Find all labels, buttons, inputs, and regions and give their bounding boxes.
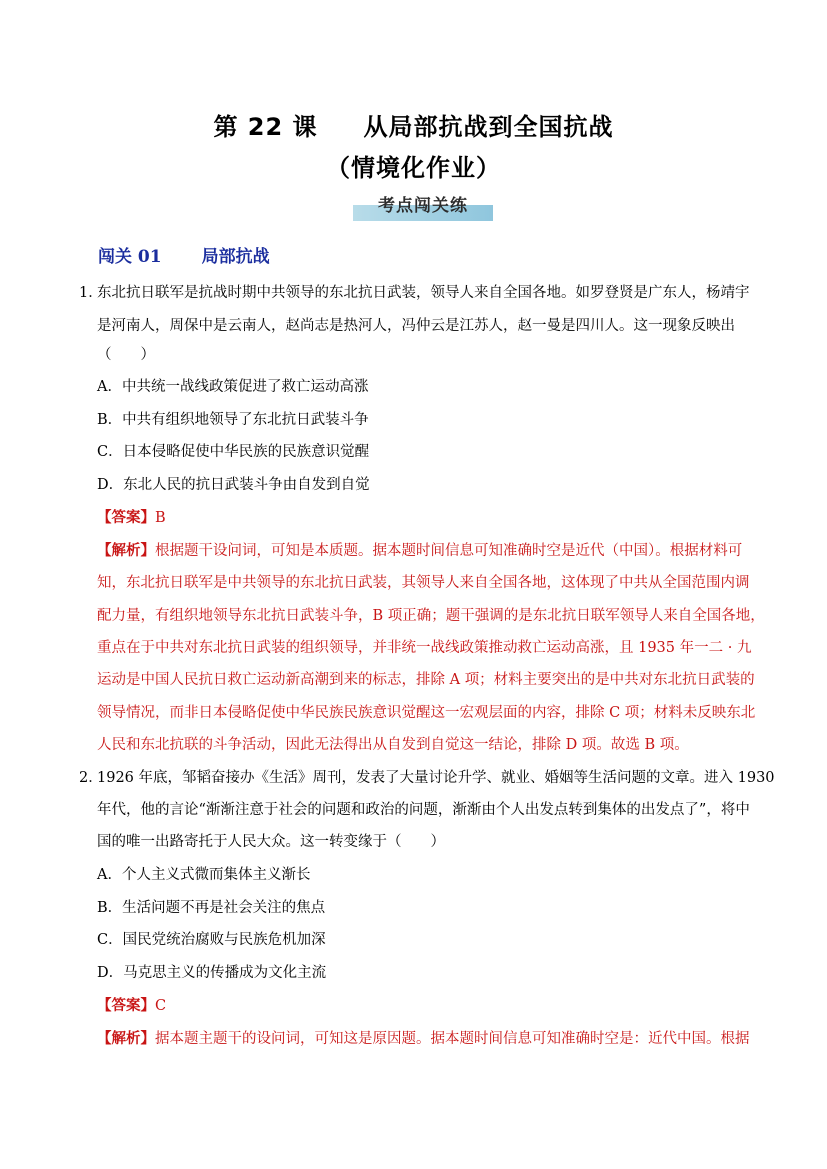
analysis-line: 【解析】据本题主题干的设问词，可知这是原因题。据本题时间信息可知准确时空是：近代中国。根据 <box>97 1030 750 1047</box>
option-a: A．中共统一战线政策促进了救亡运动高涨 <box>97 379 369 395</box>
answer-line <box>97 508 166 528</box>
question-stem: 1926 年底，邹韬奋接办《生活》周刊，发表了大量讨论升学、就业、婚姻等生活问题的文章。进入 1930 <box>97 770 775 786</box>
answer-tag: 【答案】 <box>97 997 155 1014</box>
option-c: C．日本侵略促使中华民族的民族意识觉醒 <box>97 444 370 460</box>
answer-blank: （ ） <box>97 347 155 363</box>
badge-label: 考点闯关练 <box>378 196 468 216</box>
answer-line <box>97 996 166 1016</box>
question-stem: 年代，他的言论“渐渐注意于社会的问题和政治的问题，渐渐由个人出发点转到集体的出发点了”，将中 <box>97 802 750 818</box>
section-name: 局部抗战 <box>201 247 270 267</box>
analysis-tag: 【解析】 <box>97 1030 155 1047</box>
question-stem: 东北抗日联军是抗战时期中共领导的东北抗日武装，领导人来自全国各地。如罗登贤是广东人，杨靖宇 <box>97 285 750 301</box>
question-number: 2． <box>79 770 103 786</box>
lesson-title <box>0 107 827 142</box>
lesson-name: 从局部抗战到全国抗战 <box>363 113 614 141</box>
question-stem: 国的唯一出路寄托于人民大众。这一转变缘于（ ） <box>97 834 445 850</box>
analysis-line: 重点在于中共对东北抗日武装的组织领导，并非统一战线政策推动救亡运动高涨，且 1935 年一二 · 九 <box>97 640 752 656</box>
analysis-line: 运动是中国人民抗日救亡运动新高潮到来的标志，排除 A 项；材料主要突出的是中共对东北抗日武装的 <box>97 672 755 688</box>
answer-value: B <box>155 510 166 526</box>
analysis-tag: 【解析】 <box>97 542 155 559</box>
analysis-line: 人民和东北抗联的斗争活动，因此无法得出从自发到自觉这一结论，排除 D 项。故选 B 项。 <box>97 737 689 753</box>
option-a: A．个人主义式微而集体主义渐长 <box>97 867 311 883</box>
lesson-subtitle: （情境化作业） <box>326 154 501 182</box>
option-c: C．国民党统治腐败与民族危机加深 <box>97 932 326 948</box>
analysis-line: 配力量，有组织地领导东北抗日武装斗争，B 项正确；题干强调的是东北抗日联军领导人来自全国各地， <box>97 608 765 624</box>
analysis-line: 【解析】根据题干设问词，可知是本质题。据本题时间信息可知准确时空是近代（中国）。根据材料可 <box>97 542 743 559</box>
option-b: B．生活问题不再是社会关注的焦点 <box>97 900 326 916</box>
section-label: 闯关 01 <box>98 247 162 267</box>
question-number: 1． <box>79 285 103 301</box>
lesson-number: 第 22 课 <box>213 113 318 141</box>
analysis-line: 领导情况，而非日本侵略促使中华民族民族意识觉醒这一宏观层面的内容，排除 C 项；材料未反映东北 <box>97 705 756 721</box>
practice-badge <box>353 191 493 223</box>
option-d: D．马克思主义的传播成为文化主流 <box>97 965 327 981</box>
section-heading <box>98 242 270 267</box>
analysis-line: 知，东北抗日联军是中共领导的东北抗日武装，其领导人来自全国各地，这体现了中共从全国范围内调 <box>97 575 750 591</box>
option-b: B．中共有组织地领导了东北抗日武装斗争 <box>97 412 369 428</box>
option-d: D．东北人民的抗日武装斗争由自发到自觉 <box>97 477 370 493</box>
answer-value: C <box>155 998 167 1014</box>
answer-tag: 【答案】 <box>97 509 155 526</box>
question-stem: 是河南人，周保中是云南人，赵尚志是热河人，冯仲云是江苏人，赵一曼是四川人。这一现象反映出 <box>97 318 735 334</box>
